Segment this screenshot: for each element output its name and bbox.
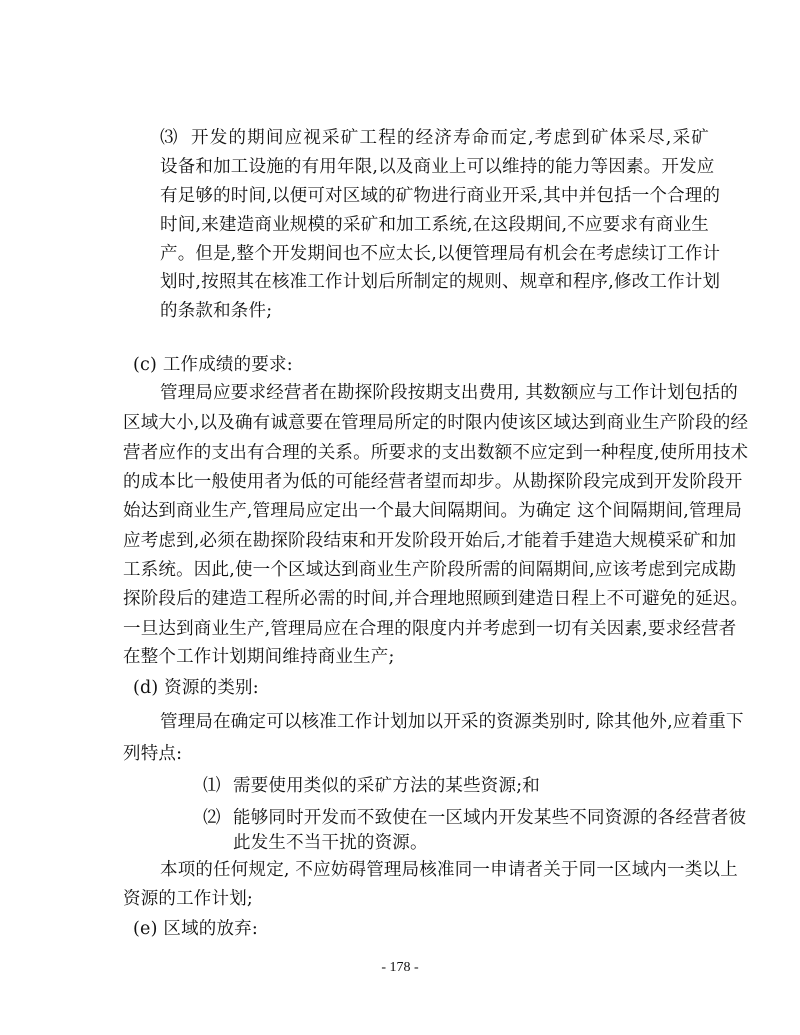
section-c-line: 探阶段后的建造工程所必需的时间,并合理地照顾到建造日程上不可避免的延迟。 [123, 589, 749, 609]
section-c-line: 应考虑到,必须在勘探阶段结束和开发阶段开始后,才能着手建造大规模采矿和加 [123, 531, 737, 551]
item3-line: 产。但是,整个开发期间也不应太长,以便管理局有机会在考虑续订工作计 [160, 244, 721, 264]
page-number: - 178 - [381, 960, 419, 975]
section-d-closing-line: 本项的任何规定, 不应妨碍管理局核准同一申请者关于同一区域内一类以上 [160, 860, 738, 880]
item3-first-text: 开发的期间应视采矿工程的经济寿命而定,考虑到矿体采尽,采矿 [190, 128, 709, 148]
item3-line: 划时,按照其在核准工作计划后所制定的规则、规章和程序,修改工作计划 [160, 272, 721, 292]
section-d-item2-first [203, 806, 747, 830]
section-d-intro-line-last: 列特点: [123, 744, 183, 764]
section-c-line: 营者应作的支出有合理的关系。所要求的支出数额不应定到一种程度,使所用技术 [123, 443, 749, 463]
section-d-item1-marker: ⑴ [203, 776, 221, 796]
item3-first-line [160, 126, 709, 150]
section-c-line: 始达到商业生产,管理局应定出一个最大间隔期间。为确定 这个间隔期间,管理局 [123, 501, 743, 521]
item3-line-last: 的条款和条件; [160, 301, 273, 321]
item3-marker: ⑶ [160, 128, 178, 148]
section-c-line: 工系统。因此,使一个区域达到商业生产阶段所需的间隔期间,应该考虑到完成勘 [123, 560, 737, 580]
section-c-line: 的成本比一般使用者为低的可能经营者望而却步。从勘探阶段完成到开发阶段开 [123, 472, 743, 492]
section-c-line: 区域大小,以及确有诚意要在管理局所定的时限内使该区域达到商业生产阶段的经 [123, 413, 749, 433]
item3-line: 设备和加工设施的有用年限,以及商业上可以维持的能力等因素。开发应 [160, 157, 715, 177]
item3-line: 时间,来建造商业规模的采矿和加工系统,在这段期间,不应要求有商业生 [160, 215, 709, 235]
section-e-heading: (e) 区域的放弃: [133, 919, 258, 939]
section-c-line: 管理局应要求经营者在勘探阶段按期支出费用, 其数额应与工作计划包括的 [160, 383, 738, 403]
section-c-heading: (c) 工作成绩的要求: [133, 355, 293, 375]
section-d-closing-line-last: 资源的工作计划; [123, 889, 253, 909]
item3-line: 有足够的时间,以便可对区域的矿物进行商业开采,其中并包括一个合理的 [160, 186, 721, 206]
section-d-heading: (d) 资源的类别: [133, 678, 259, 698]
section-c-line-last: 在整个工作计划期间维持商业生产; [123, 647, 395, 667]
section-d-item1-text: 需要使用类似的采矿方法的某些资源;和 [233, 776, 540, 796]
section-d-item2-first-text: 能够同时开发而不致使在一区域内开发某些不同资源的各经营者彼 [233, 808, 747, 828]
section-c-line: 一旦达到商业生产,管理局应在合理的限度内并考虑到一切有关因素,要求经营者 [123, 619, 737, 639]
section-d-item1 [203, 774, 709, 798]
section-d-item2-marker: ⑵ [203, 808, 221, 828]
section-d-intro-line: 管理局在确定可以核准工作计划加以开采的资源类别时, 除其他外,应着重下 [160, 712, 744, 732]
section-d-item2-second: 此发生不当干扰的资源。 [233, 833, 428, 853]
